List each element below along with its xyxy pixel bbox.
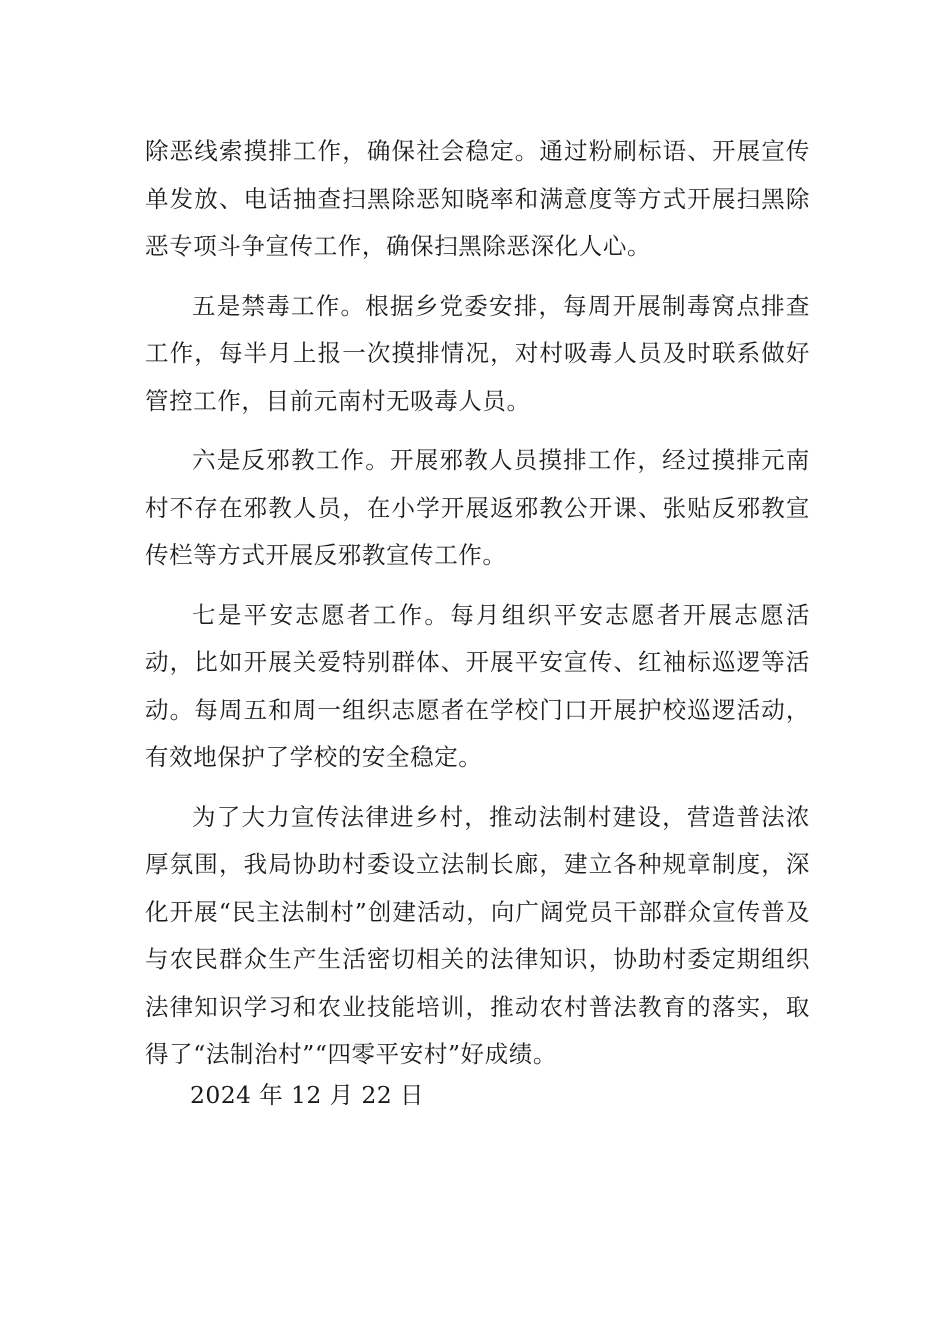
paragraph-volunteers: 七是平安志愿者工作。每月组织平安志愿者开展志愿活动，比如开展关爱特别群体、开展平安宣传、红袖标巡逻等活动。每周五和周一组织志愿者在学校门口开展护校巡逻活动，有效地保护了学校的安全稳定。 [145, 600, 810, 771]
paragraph-anti-drug: 五是禁毒工作。根据乡党委安排，每周开展制毒窝点排查工作，每半月上报一次摸排情况，对村吸毒人员及时联系做好管控工作，目前元南村无吸毒人员。 [145, 291, 810, 415]
document-date: 2024 年 12 月 22 日 [190, 1081, 424, 1109]
paragraph-continuation: 除恶线索摸排工作，确保社会稳定。通过粉刷标语、开展宣传单发放、电话抽查扫黑除恶知晓率和满意度等方式开展扫黑除恶专项斗争宣传工作，确保扫黑除恶深化人心。 [145, 137, 810, 260]
document-body [145, 128, 810, 1091]
paragraph-anti-cult: 六是反邪教工作。开展邪教人员摸排工作，经过摸排元南村不存在邪教人员，在小学开展返邪教公开课、张贴反邪教宣传栏等方式开展反邪教宣传工作。 [145, 446, 810, 569]
paragraph-legal-promotion: 为了大力宣传法律进乡村，推动法制村建设，营造普法浓厚氛围，我局协助村委设立法制长廊，建立各种规章制度，深化开展“民主法制村”创建活动，向广阔党员干部群众宣传普及与农民群众生产生活密切相关的法律知识，协助村委定期组织法律知识学习和农业技能培训，推动农村普法教育的落实，取得了“法制治村”“四零平安村”好成绩。 [145, 802, 810, 1068]
